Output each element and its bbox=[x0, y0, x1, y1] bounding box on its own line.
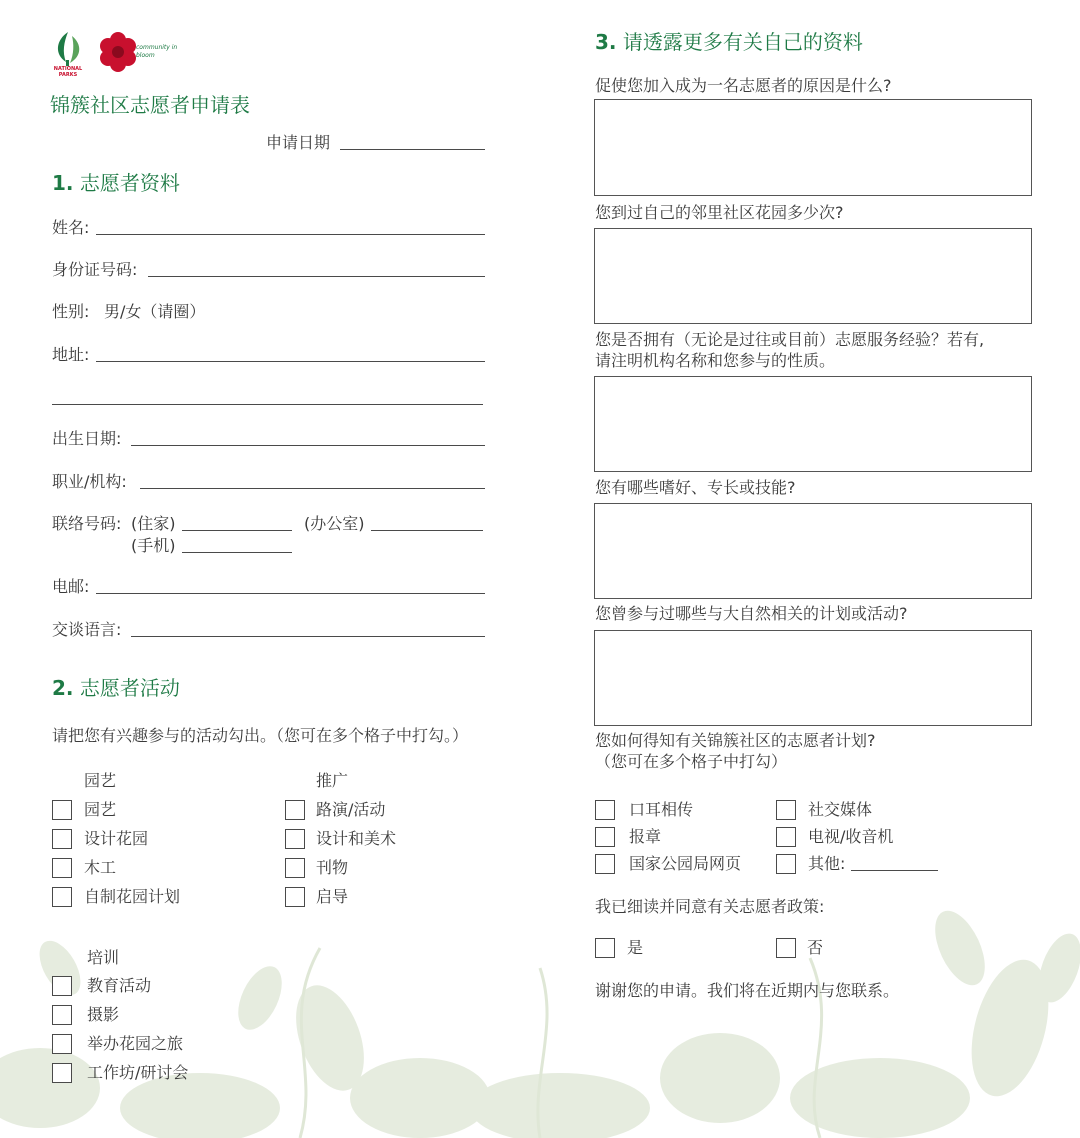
source-label: 电视/收音机 bbox=[808, 827, 894, 846]
address-line-2[interactable] bbox=[52, 404, 483, 405]
checkbox-gardening[interactable] bbox=[52, 800, 72, 820]
activity-label: 启导 bbox=[316, 887, 349, 906]
address-line-1[interactable] bbox=[96, 361, 485, 362]
source-label: 社交媒体 bbox=[808, 800, 873, 819]
outreach-heading: 推广 bbox=[316, 771, 349, 790]
form-title: 锦簇社区志愿者申请表 bbox=[50, 93, 250, 117]
home-phone-line[interactable] bbox=[182, 530, 292, 531]
question-source-line2: （您可在多个格子中打勾） bbox=[595, 752, 788, 771]
question-experience-line1: 您是否拥有（无论是过往或目前）志愿服务经验？若有, bbox=[595, 330, 985, 349]
home-phone-label: (住家) bbox=[131, 514, 176, 533]
office-phone-label: (办公室) bbox=[304, 514, 365, 533]
email-label: 电邮: bbox=[52, 577, 90, 596]
checkbox-nparks-website[interactable] bbox=[595, 854, 615, 874]
activity-label: 举办花园之旅 bbox=[87, 1034, 184, 1053]
question-source-line1: 您如何得知有关锦簇社区的志愿者计划? bbox=[595, 731, 876, 750]
id-label: 身份证号码: bbox=[52, 260, 138, 279]
email-line[interactable] bbox=[96, 593, 485, 594]
occupation-label: 职业/机构: bbox=[52, 472, 127, 491]
checkbox-mentoring[interactable] bbox=[285, 887, 305, 907]
mobile-phone-label: (手机) bbox=[131, 536, 176, 555]
name-line[interactable] bbox=[96, 234, 485, 235]
answer-box-garden-visits[interactable] bbox=[594, 228, 1032, 324]
activity-label: 路演/活动 bbox=[316, 800, 386, 819]
source-label: 国家公园局网页 bbox=[629, 854, 742, 873]
activity-label: 自制花园计划 bbox=[84, 887, 181, 906]
answer-box-experience[interactable] bbox=[594, 376, 1032, 472]
source-label: 其他: bbox=[808, 854, 846, 873]
phone-label: 联络号码: bbox=[52, 514, 122, 533]
answer-box-nature-activities[interactable] bbox=[594, 630, 1032, 726]
checkbox-garden-design[interactable] bbox=[52, 829, 72, 849]
checkbox-roadshows[interactable] bbox=[285, 800, 305, 820]
address-label: 地址: bbox=[52, 345, 90, 364]
gender-options[interactable]: 男/女（请圈） bbox=[104, 302, 206, 321]
activity-label: 摄影 bbox=[87, 1005, 120, 1024]
activity-label: 设计和美术 bbox=[316, 829, 397, 848]
question-hobbies: 您有哪些嗜好、专长或技能? bbox=[595, 478, 796, 497]
checkbox-carpentry[interactable] bbox=[52, 858, 72, 878]
national-parks-text: NATIONAL PARKS bbox=[53, 66, 83, 78]
checkbox-workshops[interactable] bbox=[52, 1063, 72, 1083]
language-line[interactable] bbox=[131, 636, 485, 637]
name-label: 姓名: bbox=[52, 218, 90, 237]
community-in-bloom-text: community in bloom bbox=[136, 44, 178, 59]
policy-statement: 我已细读并同意有关志愿者政策: bbox=[595, 897, 825, 916]
activity-label: 工作坊/研讨会 bbox=[87, 1063, 189, 1082]
section1-heading: 1. 志愿者资料 bbox=[52, 171, 180, 195]
application-date-line[interactable] bbox=[340, 149, 485, 150]
checkbox-word-of-mouth[interactable] bbox=[595, 800, 615, 820]
gender-label: 性别: bbox=[52, 302, 90, 321]
section3-heading: 3. 请透露更多有关自己的资料 bbox=[595, 30, 863, 54]
thank-you-message: 谢谢您的申请。我们将在近期内与您联系。 bbox=[595, 981, 900, 1000]
logo-area bbox=[50, 30, 190, 78]
activity-label: 园艺 bbox=[84, 800, 117, 819]
foliage-background bbox=[0, 908, 1080, 1138]
activity-label: 木工 bbox=[84, 858, 117, 877]
checkbox-education[interactable] bbox=[52, 976, 72, 996]
section2-heading: 2. 志愿者活动 bbox=[52, 676, 180, 700]
id-line[interactable] bbox=[148, 276, 485, 277]
checkbox-publications[interactable] bbox=[285, 858, 305, 878]
occupation-line[interactable] bbox=[140, 488, 485, 489]
activity-label: 设计花园 bbox=[84, 829, 149, 848]
checkbox-photography[interactable] bbox=[52, 1005, 72, 1025]
activity-label: 刊物 bbox=[316, 858, 349, 877]
checkbox-tv-radio[interactable] bbox=[776, 827, 796, 847]
activities-instruction: 请把您有兴趣参与的活动勾出。（您可在多个格子中打勾。） bbox=[52, 726, 469, 745]
mobile-phone-line[interactable] bbox=[182, 552, 292, 553]
source-label: 口耳相传 bbox=[629, 800, 694, 819]
source-label: 报章 bbox=[629, 827, 662, 846]
others-line[interactable] bbox=[851, 870, 938, 871]
checkbox-design-art[interactable] bbox=[285, 829, 305, 849]
checkbox-newspapers[interactable] bbox=[595, 827, 615, 847]
question-garden-visits: 您到过自己的邻里社区花园多少次? bbox=[595, 203, 844, 222]
question-experience-line2: 请注明机构名称和您参与的性质。 bbox=[595, 351, 836, 370]
office-phone-line[interactable] bbox=[371, 530, 483, 531]
question-nature-activities: 您曾参与过哪些与大自然相关的计划或活动? bbox=[595, 604, 908, 623]
answer-box-motivation[interactable] bbox=[594, 99, 1032, 196]
checkbox-diy-garden-project[interactable] bbox=[52, 887, 72, 907]
no-label: 否 bbox=[807, 938, 824, 957]
dob-label: 出生日期: bbox=[52, 429, 122, 448]
checkbox-yes[interactable] bbox=[595, 938, 615, 958]
community-in-bloom-logo bbox=[96, 30, 140, 74]
training-heading: 培训 bbox=[87, 948, 120, 967]
dob-line[interactable] bbox=[131, 445, 485, 446]
question-motivation: 促使您加入成为一名志愿者的原因是什么? bbox=[595, 76, 892, 95]
answer-box-hobbies[interactable] bbox=[594, 503, 1032, 599]
gardening-heading: 园艺 bbox=[84, 771, 117, 790]
application-date-label: 申请日期 bbox=[266, 133, 331, 152]
checkbox-no[interactable] bbox=[776, 938, 796, 958]
checkbox-social-media[interactable] bbox=[776, 800, 796, 820]
language-label: 交谈语言: bbox=[52, 620, 122, 639]
checkbox-others[interactable] bbox=[776, 854, 796, 874]
checkbox-garden-tours[interactable] bbox=[52, 1034, 72, 1054]
activity-label: 教育活动 bbox=[87, 976, 152, 995]
yes-label: 是 bbox=[627, 938, 644, 957]
